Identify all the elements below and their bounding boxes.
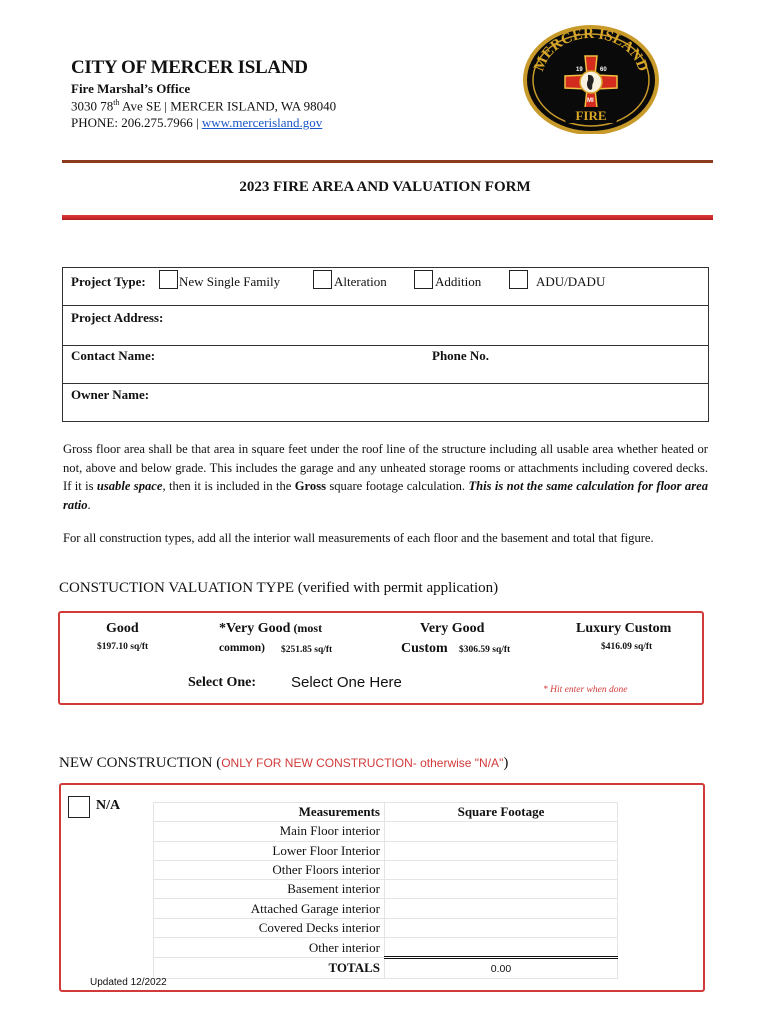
new-single-family-checkbox[interactable] [159, 270, 178, 289]
basement-sqft-input[interactable] [385, 880, 618, 899]
fire-department-logo [520, 22, 662, 134]
very-good-custom-line2: Custom [401, 641, 448, 656]
header-divider-bottom [62, 215, 713, 220]
address-rest: Ave SE | MERCER ISLAND, WA 98040 [119, 98, 337, 114]
address-sup: th [113, 98, 120, 107]
hit-enter-hint: * Hit enter when done [543, 685, 628, 695]
measurements-header: Measurements [154, 803, 385, 822]
very-good-line2: common) [219, 642, 265, 654]
contact-row[interactable] [63, 345, 708, 384]
na-checkbox[interactable] [68, 796, 90, 818]
valuation-very-good-price: $251.85 sq/ft [281, 645, 333, 655]
phone-label: Phone No. [432, 348, 490, 363]
valuation-type-select[interactable]: Select One Here [291, 674, 402, 691]
table-header-row [154, 803, 618, 822]
office-address [71, 98, 336, 114]
table-row [154, 918, 618, 937]
covered-decks-sqft-input[interactable] [385, 918, 618, 937]
addition-checkbox[interactable] [414, 270, 433, 289]
badge-right-text: 60 [600, 67, 607, 73]
totals-row [154, 958, 618, 978]
logo-bottom-text: FIRE [575, 108, 607, 123]
row-label: Other Floors interior [154, 860, 385, 879]
gross-floor-area-paragraph [63, 440, 708, 514]
row-label: Other interior [154, 938, 385, 958]
select-one-label: Select One: [188, 675, 257, 690]
valuation-luxury-custom-name: Luxury Custom [576, 621, 672, 636]
badge-bottom-text: MI [587, 98, 594, 104]
header-divider-top [62, 160, 713, 163]
project-address-label: Project Address: [71, 310, 164, 325]
office-name: Fire Marshal’s Office [71, 81, 191, 96]
row-label: Main Floor interior [154, 822, 385, 841]
table-row [154, 822, 618, 841]
new-construction-heading [59, 755, 508, 772]
para-text-d: . [87, 497, 91, 512]
row-label: Attached Garage interior [154, 899, 385, 918]
para-text-a: Gross floor area shall be that area in square feet under the roof line of the structure including all usable area whether heated or not, above and below grade. This includes the garage and any unheated storage rooms or attachments including covered decks. If it is [63, 442, 708, 493]
measurements-table [153, 802, 618, 979]
phone-text: PHONE: 206.275.7966 | [71, 115, 202, 130]
city-name: CITY OF MERCER ISLAND [71, 57, 308, 78]
valuation-very-good-custom-name: Very Good [420, 621, 485, 636]
owner-name-label: Owner Name: [71, 387, 150, 402]
valuation-heading: CONSTUCTION VALUATION TYPE (verified with permit application) [59, 580, 499, 596]
para-text-c: square footage calculation. [326, 479, 469, 493]
table-row [154, 841, 618, 860]
other-sqft-input[interactable] [385, 938, 618, 958]
gross-emphasis: Gross [294, 479, 326, 493]
valuation-very-good-custom-price: $306.59 sq/ft [459, 645, 511, 655]
table-row [154, 899, 618, 918]
owner-row[interactable] [63, 383, 708, 421]
square-footage-header: Square Footage [385, 803, 618, 822]
main-floor-sqft-input[interactable] [385, 822, 618, 841]
website-link[interactable]: www.mercerisland.gov [201, 115, 323, 130]
totals-value: 0.00 [385, 958, 618, 978]
row-label: Lower Floor Interior [154, 841, 385, 860]
lower-floor-sqft-input[interactable] [385, 841, 618, 860]
logo-top-text: MERCER ISLAND [531, 25, 651, 74]
address-number: 3030 78 [71, 98, 114, 114]
addition-label: Addition [435, 274, 482, 289]
alteration-label: Alteration [334, 274, 387, 289]
very-good-line1: *Very Good [219, 621, 291, 636]
form-title: 2023 FIRE AREA AND VALUATION FORM [239, 179, 531, 195]
garage-sqft-input[interactable] [385, 899, 618, 918]
very-good-small: (most [290, 621, 323, 635]
new-single-family-label: New Single Family [179, 274, 281, 289]
other-floors-sqft-input[interactable] [385, 860, 618, 879]
adu-dadu-checkbox[interactable] [509, 270, 528, 289]
na-label: N/A [96, 798, 121, 813]
table-row [154, 938, 618, 958]
alteration-checkbox[interactable] [313, 270, 332, 289]
contact-name-label: Contact Name: [71, 348, 156, 363]
table-row [154, 860, 618, 879]
valuation-good-name: Good [106, 621, 139, 636]
construction-types-paragraph: For all construction types, add all the interior wall measurements of each floor and the basement and total that figure. [63, 531, 654, 545]
project-type-label: Project Type: [71, 274, 146, 289]
row-label: Basement interior [154, 880, 385, 899]
not-same-emphasis: This is not the same calculation for floor area ratio [63, 479, 708, 512]
adu-dadu-label: ADU/DADU [536, 274, 606, 289]
nc-heading-red: ONLY FOR NEW CONSTRUCTION- otherwise "N/A" [221, 756, 504, 770]
totals-label: TOTALS [154, 958, 385, 978]
project-type-row [63, 268, 708, 306]
usable-space-emphasis: usable space [96, 479, 163, 493]
badge-left-text: 19 [576, 67, 583, 73]
para-text-b: , then it is included in the [162, 479, 295, 493]
row-label: Covered Decks interior [154, 918, 385, 937]
valuation-very-good-name [219, 621, 322, 637]
nc-heading-b: ) [503, 755, 509, 771]
updated-date: Updated 12/2022 [90, 977, 167, 988]
valuation-luxury-custom-price: $416.09 sq/ft [601, 642, 653, 652]
project-address-row[interactable] [63, 305, 708, 346]
project-info-box [62, 267, 709, 422]
nc-heading-a: NEW CONSTRUCTION ( [59, 755, 222, 771]
valuation-good-price: $197.10 sq/ft [97, 642, 149, 652]
table-row [154, 880, 618, 899]
office-phone [71, 115, 322, 131]
